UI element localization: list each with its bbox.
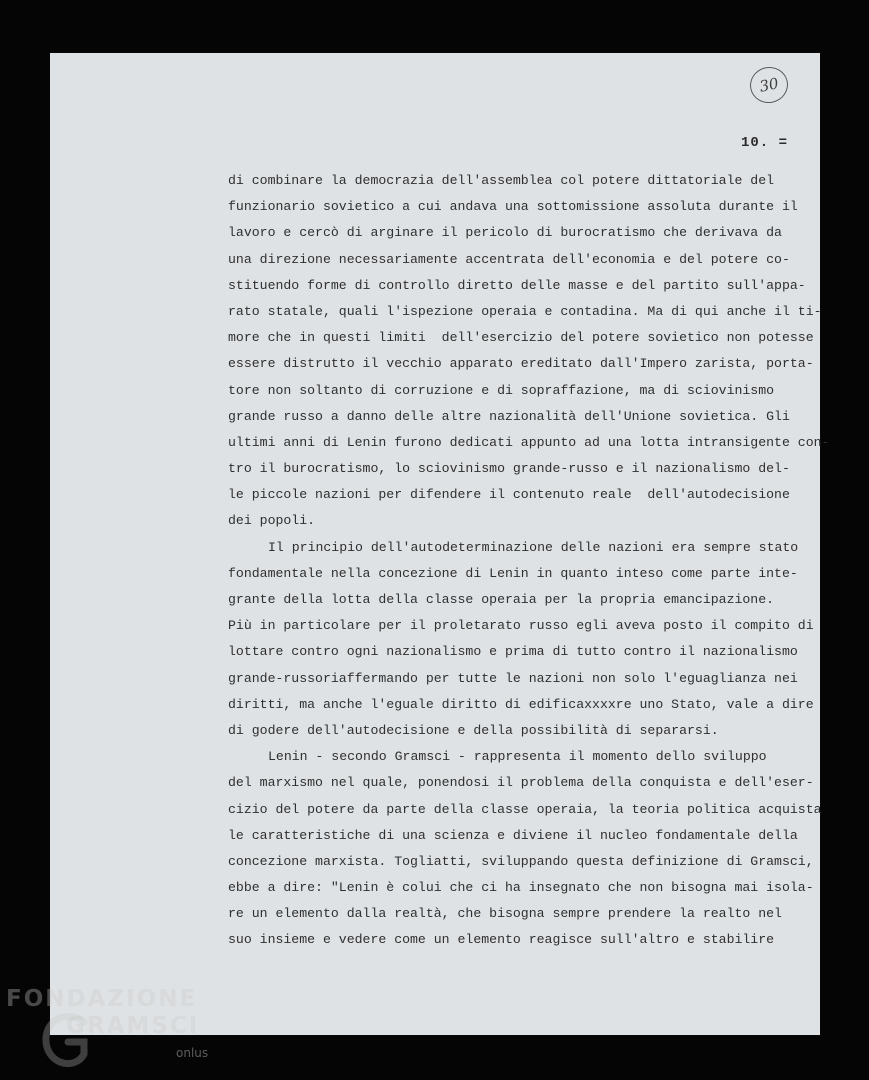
watermark-line-1: FONDAZIONE [6, 986, 198, 1012]
text-line: di combinare la democrazia dell'assemblea col potere dittatoriale del [228, 173, 775, 188]
text-line: grante della lotta della classe operaia per la propria emancipazione. [228, 592, 775, 607]
text-line: dei popoli. [228, 513, 316, 529]
page-number: 10. = [741, 135, 789, 151]
text-line: more che in questi limiti dell'esercizio del potere sovietico non potesse [228, 330, 814, 346]
watermark-line-2: GRAMSCI [66, 1013, 200, 1039]
text-line: grande russo a danno delle altre nazionalità dell'Unione sovietica. Gli [228, 408, 790, 424]
text-line: tore non soltanto di corruzione e di sopraffazione, ma di sciovinismo [228, 382, 775, 398]
text-line: funzionario sovietico a cui andava una sottomissione assoluta durante il [228, 199, 798, 215]
watermark-line-3: onlus [176, 1046, 209, 1060]
text-line: grande-russoriaffermando per tutte le nazioni non solo l'eguaglianza nei [228, 670, 798, 686]
text-line: fondamentale nella concezione di Lenin in quanto inteso come parte inte- [228, 565, 798, 581]
text-line: una direzione necessariamente accentrata dell'economia e del potere co- [228, 251, 790, 267]
text-line: cizio del potere da parte della classe operaia, la teoria politica acquista [228, 801, 822, 817]
text-line: stituendo forme di controllo diretto delle masse e del partito sull'appa- [228, 277, 806, 293]
text-line: re un elemento dalla realtà, che bisogna sempre prendere la realto nel [228, 906, 782, 922]
text-line: concezione marxista. Togliatti, sviluppando questa definizione di Gramsci, [228, 853, 814, 869]
text-line: le caratteristiche di una scienza e diviene il nucleo fondamentale della [228, 827, 798, 843]
typed-text-body [228, 168, 830, 954]
text-line: ebbe a dire: "Lenin è colui che ci ha insegnato che non bisogna mai isola- [228, 880, 814, 896]
text-line: lavoro e cercò di arginare il pericolo di burocratismo che derivava da [228, 225, 782, 241]
text-line: ultimi anni di Lenin furono dedicati appunto ad una lotta intransigente con- [228, 434, 830, 450]
fondazione-gramsci-watermark [6, 986, 226, 1076]
text-line: lottare contro ogni nazionalismo e prima di tutto contro il nazionalismo [228, 644, 798, 660]
text-line: le piccole nazioni per difendere il contenuto reale dell'autodecisione [228, 487, 790, 503]
text-line: Più in particolare per il proletarato russo egli aveva posto il compito di [228, 618, 814, 634]
text-line: Il principio dell'autodeterminazione delle nazioni era sempre stato [268, 539, 799, 555]
text-line: rato statale, quali l'ispezione operaia e contadina. Ma di qui anche il ti- [228, 303, 822, 319]
page-stamp-number: 30 [757, 74, 781, 96]
text-line: di godere dell'autodecisione e della possibilità di separarsi. [228, 722, 719, 738]
text-line: essere distrutto il vecchio apparato ereditato dall'Impero zarista, porta- [228, 356, 814, 372]
text-line: tro il burocratismo, lo sciovinismo grande-russo e il nazionalismo del- [228, 461, 790, 477]
text-line: diritti, ma anche l'eguale diritto di edificaxxxxre uno Stato, vale a dire [228, 696, 814, 712]
text-line: Lenin - secondo Gramsci - rappresenta il momento dello sviluppo [268, 749, 767, 765]
text-line: suo insieme e vedere come un elemento reagisce sull'altro e stabilire [228, 932, 775, 948]
text-line: del marxismo nel quale, ponendosi il problema della conquista e dell'eser- [228, 775, 814, 791]
